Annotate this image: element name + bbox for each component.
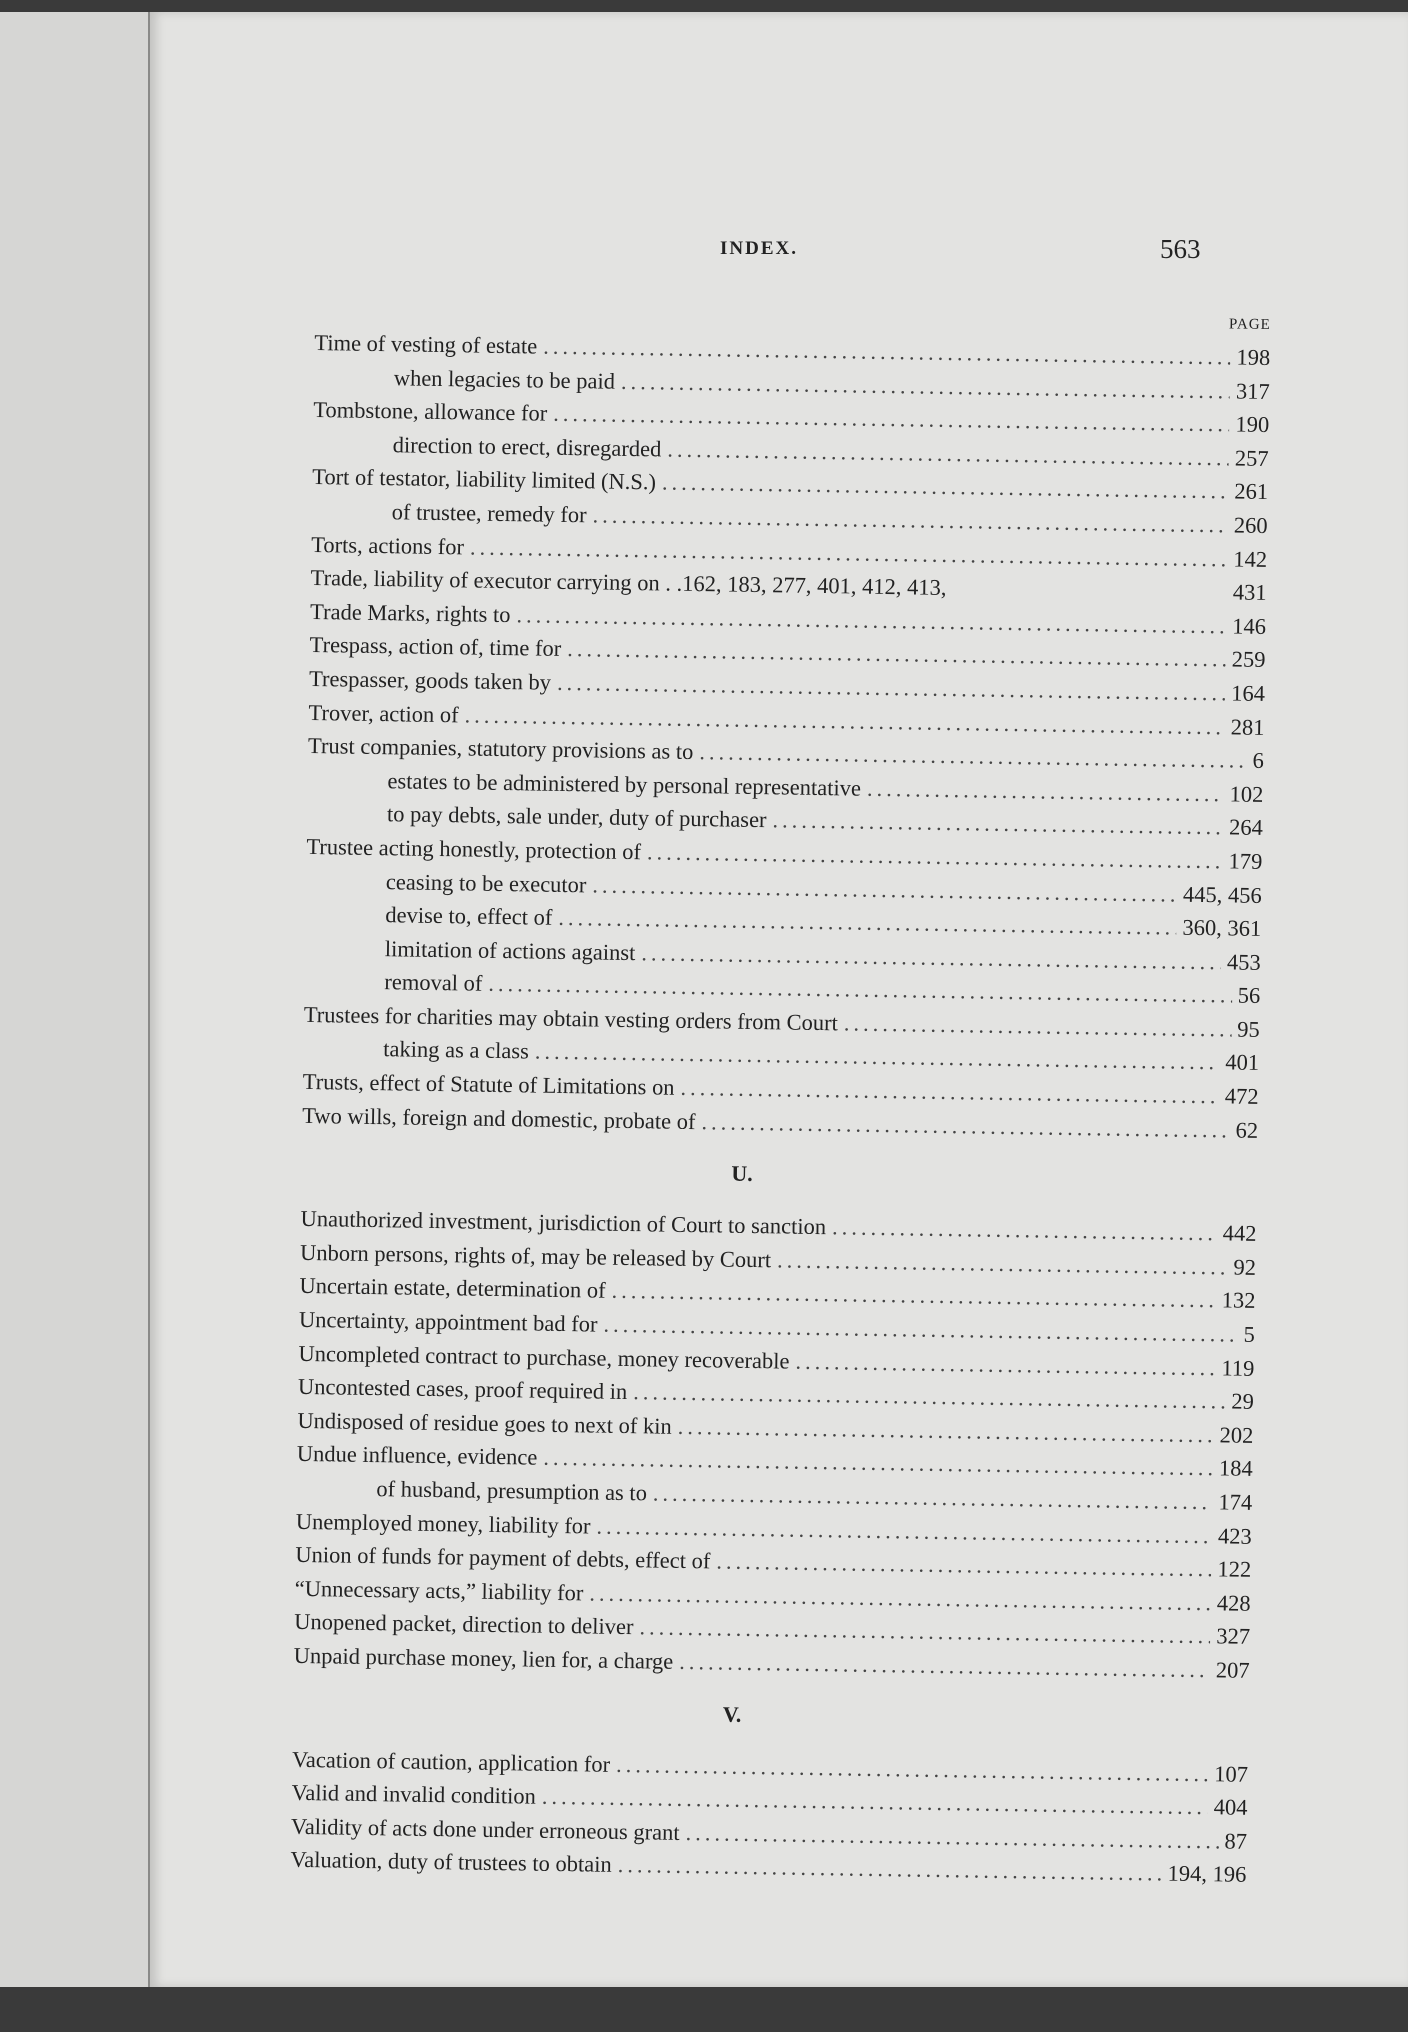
entry-pages: 62 [1235,1117,1259,1143]
entry-pages: 423 [1217,1522,1252,1549]
entry-pages: 5 [1243,1321,1256,1347]
entry-pages: 174 [1218,1489,1253,1515]
facing-page-edge [0,12,150,1987]
entry-pages: 102 [1229,781,1264,807]
entry-text: Trade, liability of executor carrying on . .162, 183, 277, 401, 412, 413, [310,565,947,601]
entry-text: Unemployed money, liability for [295,1508,591,1539]
entry-pages: 142 [1233,546,1268,572]
index-page [150,12,1408,1987]
entry-text: Trespasser, goods taken by [308,665,552,695]
entry-pages: 257 [1234,445,1269,471]
entry-text: when legacies to be paid [393,364,616,394]
entry-pages: 190 [1235,411,1270,438]
entry-text: Two wills, foreign and domestic, probate of [302,1102,696,1134]
entry-text: Undisposed of residue goes to next of kin [297,1407,672,1439]
entry-pages: 260 [1233,512,1268,538]
entry-pages: 87 [1224,1828,1248,1854]
running-title: INDEX. [720,238,798,259]
entry-pages: 445, 456 [1182,881,1262,908]
entry-pages: 360, 361 [1182,914,1262,942]
page-number: 563 [1160,234,1201,264]
entry-text: “Unnecessary acts,” liability for [294,1575,584,1606]
entry-pages: 327 [1216,1623,1251,1650]
entry-pages: 202 [1219,1422,1254,1448]
entry-pages: 95 [1236,1016,1260,1042]
entry-text: Uncompleted contract to purchase, money recoverable [298,1340,790,1374]
entry-text: Valid and invalid condition [291,1779,537,1809]
entry-pages: 6 [1252,747,1265,774]
entry-text: ceasing to be executor [385,868,587,897]
entry-pages: 207 [1215,1657,1250,1683]
entry-text: estates to be administered by personal representative [387,767,862,801]
entry-pages: 264 [1228,814,1264,841]
entry-pages: 401 [1225,1049,1260,1076]
entry-text: Trustees for charities may obtain vesting orders from Court [303,1001,839,1036]
entry-text: Trust companies, statutory provisions as to [307,733,694,765]
entry-text: Trespass, action of, time for [309,632,562,662]
entry-pages: 198 [1236,344,1271,371]
entry-text: Tort of testator, liability limited (N.S.) [312,464,657,495]
entry-pages: 179 [1228,848,1263,874]
entry-pages: 146 [1232,613,1267,639]
entry-text: Trade Marks, rights to [309,598,511,627]
entry-text: limitation of actions against [384,935,636,965]
entry-text: Unpaid purchase money, lien for, a charge [293,1642,674,1674]
entry-pages: 132 [1221,1287,1256,1314]
entry-text: Uncertainty, appointment bad for [298,1306,598,1337]
entry-text: of husband, presumption as to [376,1476,648,1506]
entry-pages: 56 [1237,982,1261,1009]
entry-pages: 472 [1224,1083,1259,1109]
entry-text: Union of funds for payment of debts, effect of [295,1542,711,1574]
entry-pages: 428 [1216,1590,1251,1616]
entry-pages: 261 [1234,478,1269,505]
entry-text: Unborn persons, rights of, may be released by Court [299,1239,772,1273]
entry-text: Uncertain estate, determination of [299,1273,606,1304]
entry-pages: 431 [1232,579,1267,606]
page-column-label: PAGE [1228,316,1271,334]
entry-text: Trusts, effect of Statute of Limitations on [302,1068,675,1100]
index-section [302,326,1275,1147]
entry-text: Torts, actions for [311,531,465,559]
entry-text: direction to erect, disregarded [392,432,662,462]
entry-text: Validity of acts done under erroneous grant [290,1813,680,1845]
entry-pages: 107 [1214,1760,1249,1787]
entry-text: Time of vesting of estate [314,329,538,359]
index-section [290,1672,1253,1891]
entry-pages: 317 [1235,378,1270,404]
entry-text: Valuation, duty of trustees to obtain [290,1847,612,1878]
entry-pages: 164 [1231,680,1266,706]
index-section [293,1132,1261,1687]
entry-text: Tombstone, allowance for [313,397,548,426]
entry-text: Undue influence, evidence [296,1441,538,1471]
section-letter: U. [731,1160,753,1187]
entry-text: of trustee, remedy for [391,499,587,528]
entry-text: to pay debts, sale under, duty of purchaser [386,801,767,833]
entry-text: Unauthorized investment, jurisdiction of Court to sanction [300,1206,827,1240]
entry-pages: 184 [1218,1455,1253,1482]
section-letter: V. [722,1701,742,1727]
entry-pages: 442 [1222,1220,1257,1247]
entry-text: Unopened packet, direction to deliver [294,1609,634,1640]
entry-pages: 119 [1221,1354,1255,1381]
entry-text: devise to, effect of [385,902,553,930]
entry-pages: 404 [1213,1794,1248,1820]
entry-text: removal of [384,969,483,996]
entry-text: Uncontested cases, proof required in [297,1374,628,1405]
entry-text: taking as a class [383,1036,530,1064]
entry-pages: 29 [1231,1388,1255,1415]
entry-pages: 453 [1226,949,1261,975]
entry-pages: 194, 196 [1167,1860,1247,1888]
dot-leader [867,771,1224,810]
dot-leader [617,1848,1162,1890]
running-head [150,234,1408,268]
entry-pages: 281 [1230,713,1265,740]
entry-text: Trustee acting honestly, protection of [306,833,642,865]
entry-pages: 122 [1217,1556,1252,1583]
index-content [290,302,1275,1892]
index-sections [290,326,1274,1892]
entry-pages: 259 [1231,646,1266,673]
entry-text: Trover, action of [308,699,459,727]
entry-pages: 92 [1233,1254,1257,1280]
entry-text: Vacation of caution, application for [291,1746,611,1777]
